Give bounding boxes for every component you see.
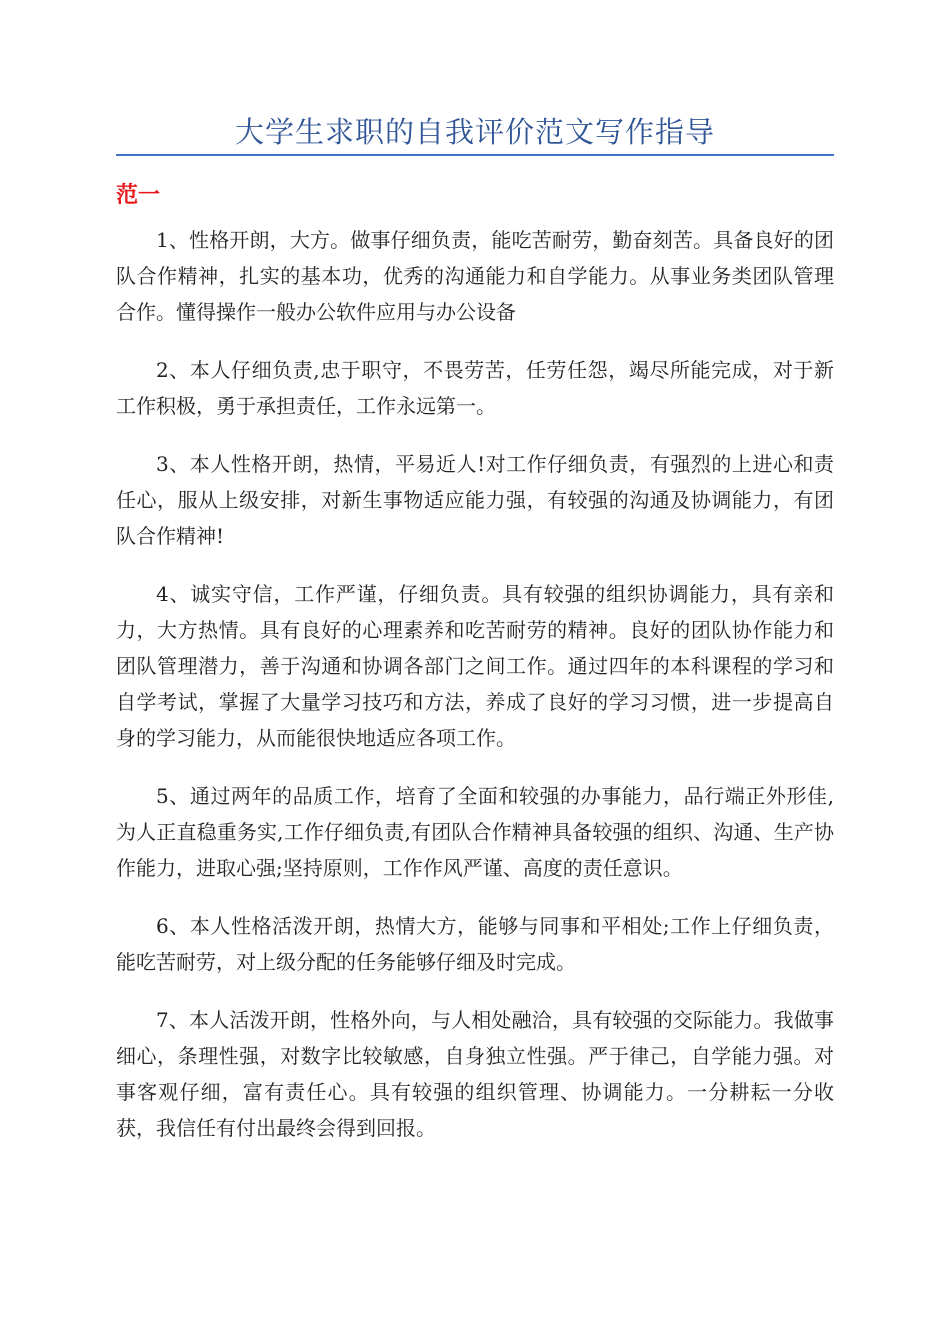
- paragraph-6: 6、本人性格活泼开朗，热情大方，能够与同事和平相处;工作上仔细负责，能吃苦耐劳，对上级分配的任务能够仔细及时完成。: [116, 914, 834, 974]
- paragraph-2: 2、本人仔细负责,忠于职守，不畏劳苦，任劳任怨，竭尽所能完成，对于新工作积极，勇于承担责任，工作永远第一。: [116, 358, 834, 418]
- document-body: [116, 222, 834, 1168]
- title-underline: [116, 154, 834, 156]
- paragraph-4: 4、诚实守信，工作严谨，仔细负责。具有较强的组织协调能力，具有亲和力，大方热情。具有良好的心理素养和吃苦耐劳的精神。良好的团队协作能力和团队管理潜力，善于沟通和协调各部门之间工作。通过四年的本科课程的学习和自学考试，掌握了大量学习技巧和方法，养成了良好的学习习惯，进一步提高自身的学习能力，从而能很快地适应各项工作。: [116, 582, 834, 750]
- document-title: 大学生求职的自我评价范文写作指导: [234, 115, 715, 149]
- paragraph-1: 1、性格开朗，大方。做事仔细负责，能吃苦耐劳，勤奋刻苦。具备良好的团队合作精神，扎实的基本功，优秀的沟通能力和自学能力。从事业务类团队管理合作。懂得操作一般办公软件应用与办公设备: [116, 228, 834, 324]
- paragraph-3: 3、本人性格开朗，热情，平易近人!对工作仔细负责，有强烈的上进心和责任心，服从上级安排，对新生事物适应能力强，有较强的沟通及协调能力，有团队合作精神!: [116, 452, 834, 548]
- paragraph-5: 5、通过两年的品质工作，培育了全面和较强的办事能力，品行端正外形佳,为人正直稳重务实,工作仔细负责,有团队合作精神具备较强的组织、沟通、生产协作能力，进取心强;坚持原则，工作作风严谨、高度的责任意识。: [116, 784, 834, 880]
- paragraph-7: 7、本人活泼开朗，性格外向，与人相处融洽，具有较强的交际能力。我做事细心，条理性强，对数字比较敏感，自身独立性强。严于律己，自学能力强。对事客观仔细，富有责任心。具有较强的组织管理、协调能力。一分耕耘一分收获，我信任有付出最终会得到回报。: [116, 1008, 834, 1140]
- section-heading: 范一: [116, 183, 161, 208]
